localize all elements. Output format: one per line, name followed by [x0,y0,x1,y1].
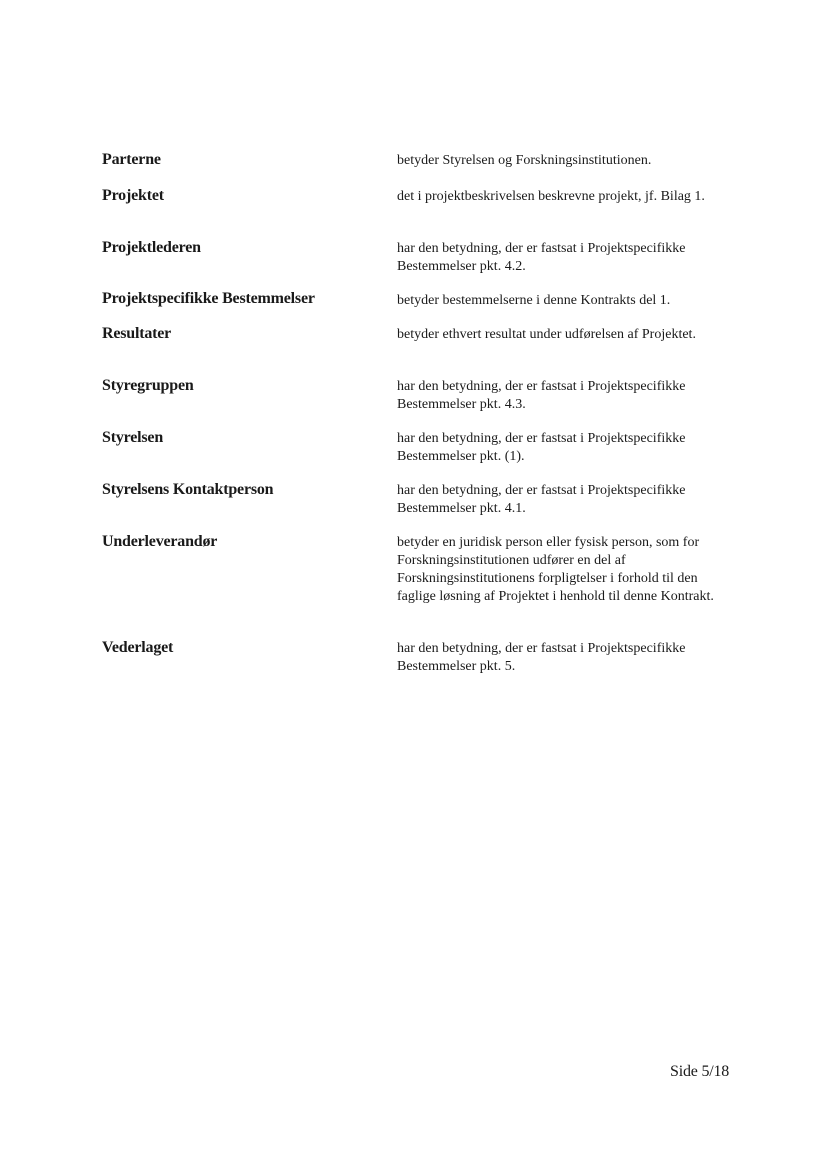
term-resultater: Resultater [102,325,172,342]
definition-styrelsen: har den betydning, der er fastsat i Projektspecifikke Bestemmelser pkt. (1). [397,431,686,464]
definition-styrelsens-kontaktperson: har den betydning, der er fastsat i Projektspecifikke Bestemmelser pkt. 4.1. [397,483,686,516]
definition-styregruppen: har den betydning, der er fastsat i Projektspecifikke Bestemmelser pkt. 4.3. [397,379,686,412]
definition-resultater: betyder ethvert resultat under udførelsen af Projektet. [397,327,696,342]
term-styrelsens-kontaktperson: Styrelsens Kontaktperson [102,481,274,498]
term-projektet: Projektet [102,187,164,204]
definition-projektlederen: har den betydning, der er fastsat i Projektspecifikke Bestemmelser pkt. 4.2. [397,241,686,274]
term-styrelsen: Styrelsen [102,429,164,446]
definition-vederlaget: har den betydning, der er fastsat i Projektspecifikke Bestemmelser pkt. 5. [397,641,686,674]
term-underleverandoer: Underleverandør [102,533,218,550]
definition-projektet: det i projektbeskrivelsen beskrevne projekt, jf. Bilag 1. [397,189,705,204]
term-projektlederen: Projektlederen [102,239,201,256]
definition-underleverandoer: betyder en juridisk person eller fysisk person, som for Forskningsinstitutionen udfører en del af Forskningsinstitutionens forpligtelser i forhold til den faglige løsning af Projektet i henhold til denne Kontrakt. [397,535,714,604]
term-styregruppen: Styregruppen [102,377,194,394]
page-number: Side 5/18 [670,1063,730,1080]
term-vederlaget: Vederlaget [102,639,174,656]
definition-projektspecifikke-bestemmelser: betyder bestemmelserne i denne Kontrakts del 1. [397,293,671,308]
term-projektspecifikke-bestemmelser: Projektspecifikke Bestemmelser [102,290,315,307]
term-parterne: Parterne [102,151,161,168]
definition-parterne: betyder Styrelsen og Forskningsinstitutionen. [397,153,652,168]
